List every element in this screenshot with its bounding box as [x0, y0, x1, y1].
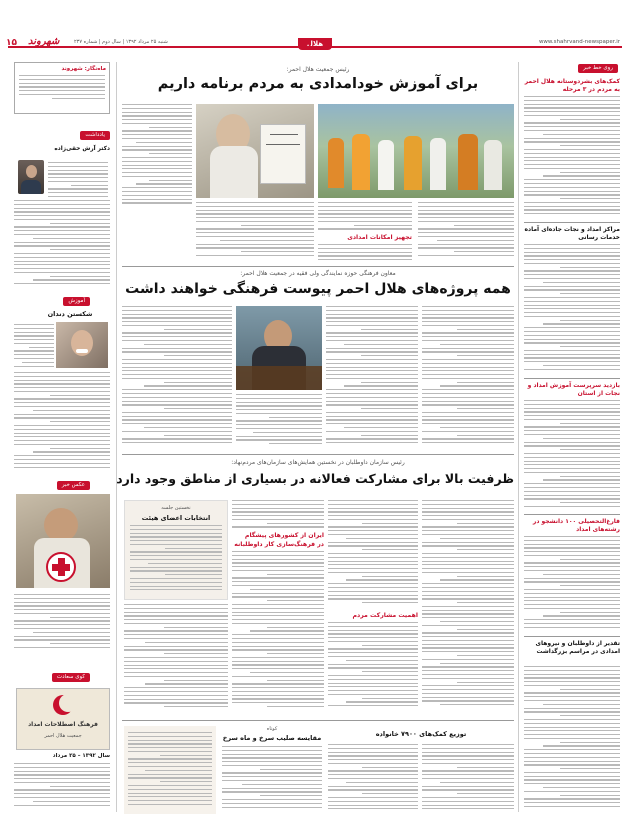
subhead-low-3: اهمیت مشارکت مردم: [352, 612, 418, 619]
news-divider-3: [524, 514, 620, 515]
news3-text: [524, 400, 620, 510]
low-story-text-0: [124, 604, 228, 714]
health-intro: [14, 324, 54, 370]
mid-story-text-3: [326, 306, 418, 450]
news5-title: تقدیر از داوطلبان و نیروهای امدادی در مراسم بزرگداشت: [535, 640, 620, 655]
headline-top: برای آموزش خودامدادی به مردم برنامه داریم: [157, 76, 479, 92]
columnist-name: دکتر آرش حقی‌زاده: [54, 146, 110, 152]
divider-3: [122, 720, 514, 721]
book-cover: [16, 688, 110, 750]
news1-text: [524, 96, 620, 220]
photo-news-image: [16, 494, 110, 588]
top-story-text-1: [122, 104, 192, 208]
red-cross-icon: [46, 552, 76, 582]
left-column-rule: [116, 62, 117, 812]
bottom-box-right-text-2: [422, 744, 514, 814]
low-story-text-2: [232, 551, 324, 714]
news1-title: کمک‌های بشردوستانه هلال احمر به مردم در ۳ مرحله: [524, 78, 620, 93]
top-photo-right: [318, 104, 514, 198]
kicker-top: رئیس جمعیت هلال احمر:: [286, 66, 350, 73]
mid-story-text-4: [422, 306, 514, 450]
box-title-3: توزیع کمک‌های ۷۹۰۰ خانواده: [375, 730, 467, 738]
editor-box-title: ماه‌نگار: شهروند: [61, 66, 106, 72]
bottom-box-mid-text: [222, 746, 322, 814]
page-header: [0, 0, 630, 58]
news5-text: [524, 666, 620, 812]
box-elections: [124, 500, 228, 600]
bottom-tag: کوی سعادت: [52, 673, 90, 682]
box-elections-text: [130, 525, 222, 597]
news2-text: [524, 244, 620, 374]
top-story-text-5: [418, 202, 514, 262]
bottom-box-left-text: [128, 732, 212, 810]
news2-title: مراکز امداد و نجات جاده‌ای آماده خدمات رسانی: [524, 226, 620, 241]
right-column-rule: [518, 62, 519, 812]
health-photo: [56, 322, 108, 368]
mid-story-text-2: [236, 394, 322, 450]
photo-news-tag: عکس خبر: [57, 481, 90, 490]
news-divider-4: [524, 636, 620, 637]
editor-box: [14, 62, 110, 114]
photo-news-caption: [14, 594, 110, 652]
divider-1: [122, 266, 514, 267]
columnist-photo: [18, 160, 44, 194]
masthead-rule: [8, 46, 622, 56]
box-elections-kicker: نخستین جلسه: [161, 505, 191, 511]
news-divider-2: [524, 378, 620, 379]
box-title-2: مقایسه صلیب سرخ و ماه سرخ: [222, 734, 322, 742]
issue-line: شنبه ۲۵ مرداد ۱۳۹۲ | سال دوم | شماره ۲۳۷: [74, 39, 168, 45]
brand-logo: شهروند: [28, 36, 60, 47]
divider-2: [122, 454, 514, 455]
news3-title: بازدید سرپرست آموزش امداد و نجات از استان: [527, 382, 620, 397]
low-story-text-1: [232, 500, 324, 530]
box-elections-title: انتخابات اعضای هیئت: [141, 514, 211, 522]
book-title: فرهنگ اصطلاحات امداد: [28, 721, 98, 728]
top-story-text-4: [318, 244, 412, 262]
columnist-text: [14, 200, 110, 288]
bottom-caption: سال ۱۳۹۲ – ۲۵ مرداد: [52, 753, 110, 759]
section-tab: هلال: [298, 38, 332, 50]
subhead-low-1: ایران از کشورهای پیشگام: [244, 532, 324, 539]
news4-title: فارغ‌التحصیلی ۱۰۰ دانشجو در رشته‌های امداد: [532, 518, 620, 533]
top-photo-left: [196, 104, 314, 198]
news-divider-1: [524, 222, 620, 223]
kicker-mid: معاون فرهنگی حوزه نمایندگی ولی فقیه در جمعیت هلال احمر:: [240, 270, 396, 277]
subhead-top: تجهیز امکانات امدادی: [347, 234, 412, 241]
kicker-low: رئیس سازمان داوطلبان در نخستین همایش‌های سازمان‌های مردم‌نهاد:: [231, 459, 405, 466]
editor-box-text: [19, 75, 105, 105]
crescent-icon: [53, 695, 73, 715]
health-title: شکستن دندان: [47, 310, 93, 318]
bottom-box-right-text-1: [328, 744, 418, 814]
page-number: ۱۵: [6, 38, 17, 48]
box-kicker-2: کوتاه: [266, 726, 278, 732]
bottom-box-left: [124, 726, 216, 814]
news4-text: [524, 536, 620, 632]
news-section-tag: روی خط خبر: [578, 64, 618, 73]
subhead-low-2: در فرهنگ‌سازی کار داوطلبانه: [234, 541, 324, 548]
mid-story-text-1: [122, 306, 232, 450]
bottom-text: [14, 763, 110, 813]
book-subtitle: جمعیت هلال احمر: [44, 733, 82, 739]
headline-low: ظرفیت بالا برای مشارکت فعالانه در بسیاری از مناطق وجود دارد: [116, 471, 514, 486]
columnist-bio: [48, 162, 108, 198]
website[interactable]: www.shahrvand-newspaper.ir: [538, 39, 620, 45]
top-story-text-2: [196, 202, 314, 260]
health-text: [14, 372, 110, 472]
low-story-text-3: [328, 500, 418, 610]
top-story-text-3: [318, 202, 412, 232]
low-story-text-5: [422, 500, 514, 714]
mid-photo: [236, 306, 322, 390]
headline-mid: همه پروژه‌های هلال احمر پیوست فرهنگی خواهند داشت: [125, 281, 511, 297]
columnist-tag: یادداشت: [80, 131, 110, 140]
health-tag: آموزش: [63, 297, 90, 306]
low-story-text-4: [328, 622, 418, 714]
